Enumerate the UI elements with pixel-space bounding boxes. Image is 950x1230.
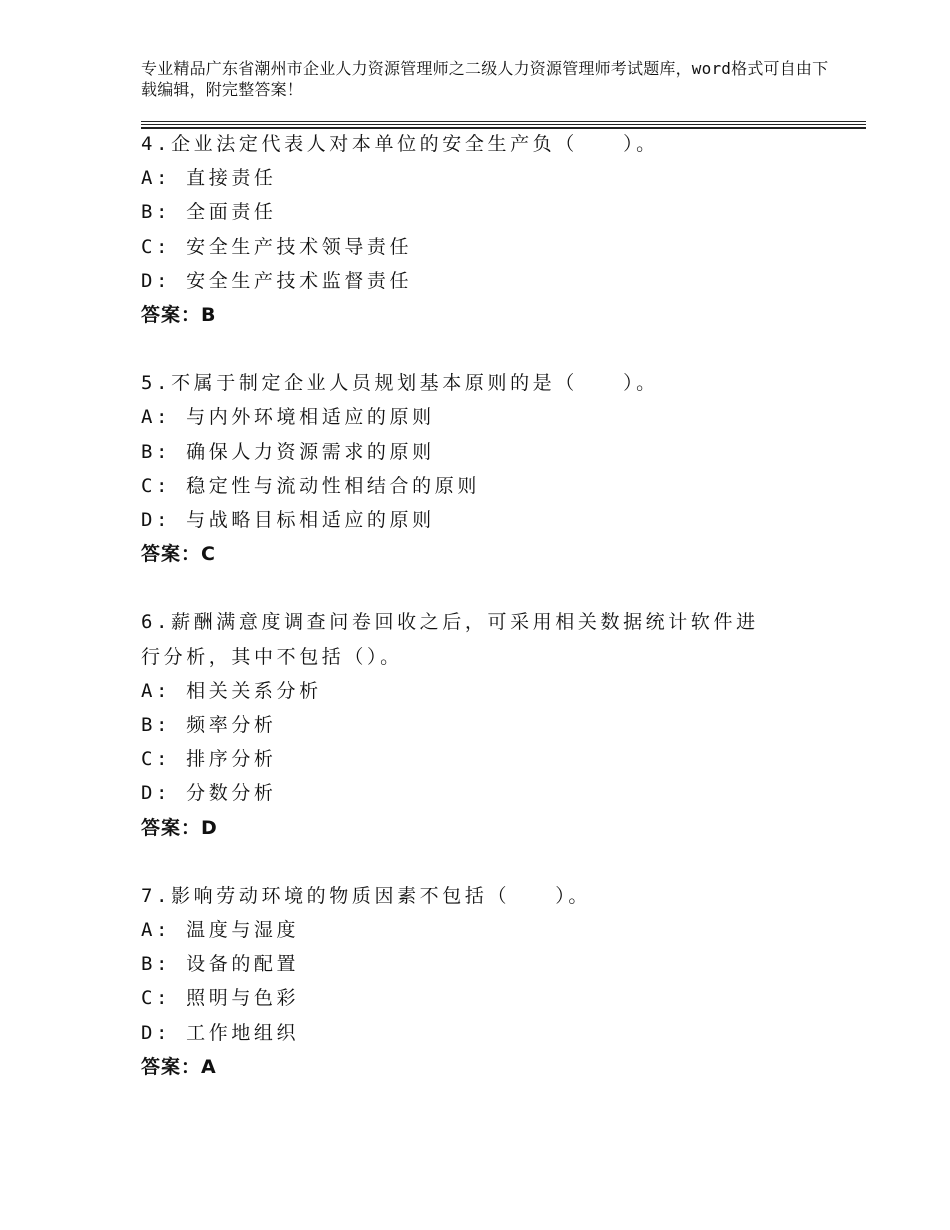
option-b: B: 全面责任 (141, 201, 277, 224)
header-divider-middle (141, 124, 866, 125)
option-a: A: 直接责任 (141, 167, 277, 190)
option-b: B: 确保人力资源需求的原则 (141, 440, 435, 463)
option-a: A: 与内外环境相适应的原则 (141, 406, 435, 429)
option-b: B: 频率分析 (141, 714, 277, 737)
option-c: C: 安全生产技术领导责任 (141, 235, 413, 258)
option-d: D: 与战略目标相适应的原则 (141, 509, 435, 532)
question-4 (141, 127, 841, 332)
answer-line: 答案：C (141, 543, 216, 566)
option-a: A: 相关关系分析 (141, 679, 322, 702)
question-7 (141, 879, 841, 1084)
answer-line: 答案：B (141, 304, 217, 327)
question-stem: 4.企业法定代表人对本单位的安全生产负（ ）。 (141, 133, 659, 155)
question-list (141, 127, 841, 1118)
header-divider-top (141, 121, 866, 122)
question-stem: 7.影响劳动环境的物质因素不包括（ ）。 (141, 884, 591, 907)
option-b: B: 设备的配置 (141, 953, 300, 976)
option-d: D: 工作地组织 (141, 1021, 300, 1044)
question-stem: 5.不属于制定企业人员规划基本原则的是（ ）。 (141, 372, 659, 395)
option-c: C: 排序分析 (141, 748, 277, 771)
document-header: 专业精品广东省潮州市企业人力资源管理师之二级人力资源管理师考试题库，word格式可自由下载编辑，附完整答案！ (141, 59, 829, 99)
answer-line: 答案：D (141, 816, 218, 839)
option-c: C: 照明与色彩 (141, 987, 300, 1010)
question-5 (141, 366, 841, 571)
option-c: C: 稳定性与流动性相结合的原则 (141, 474, 480, 497)
question-stem: 6.薪酬满意度调查问卷回收之后，可采用相关数据统计软件进行分析，其中不包括（）。 (141, 611, 759, 668)
question-6 (141, 605, 841, 844)
option-d: D: 分数分析 (141, 782, 277, 805)
answer-line: 答案：A (141, 1055, 217, 1078)
option-a: A: 温度与湿度 (141, 919, 300, 942)
option-d: D: 安全生产技术监督责任 (141, 269, 413, 292)
